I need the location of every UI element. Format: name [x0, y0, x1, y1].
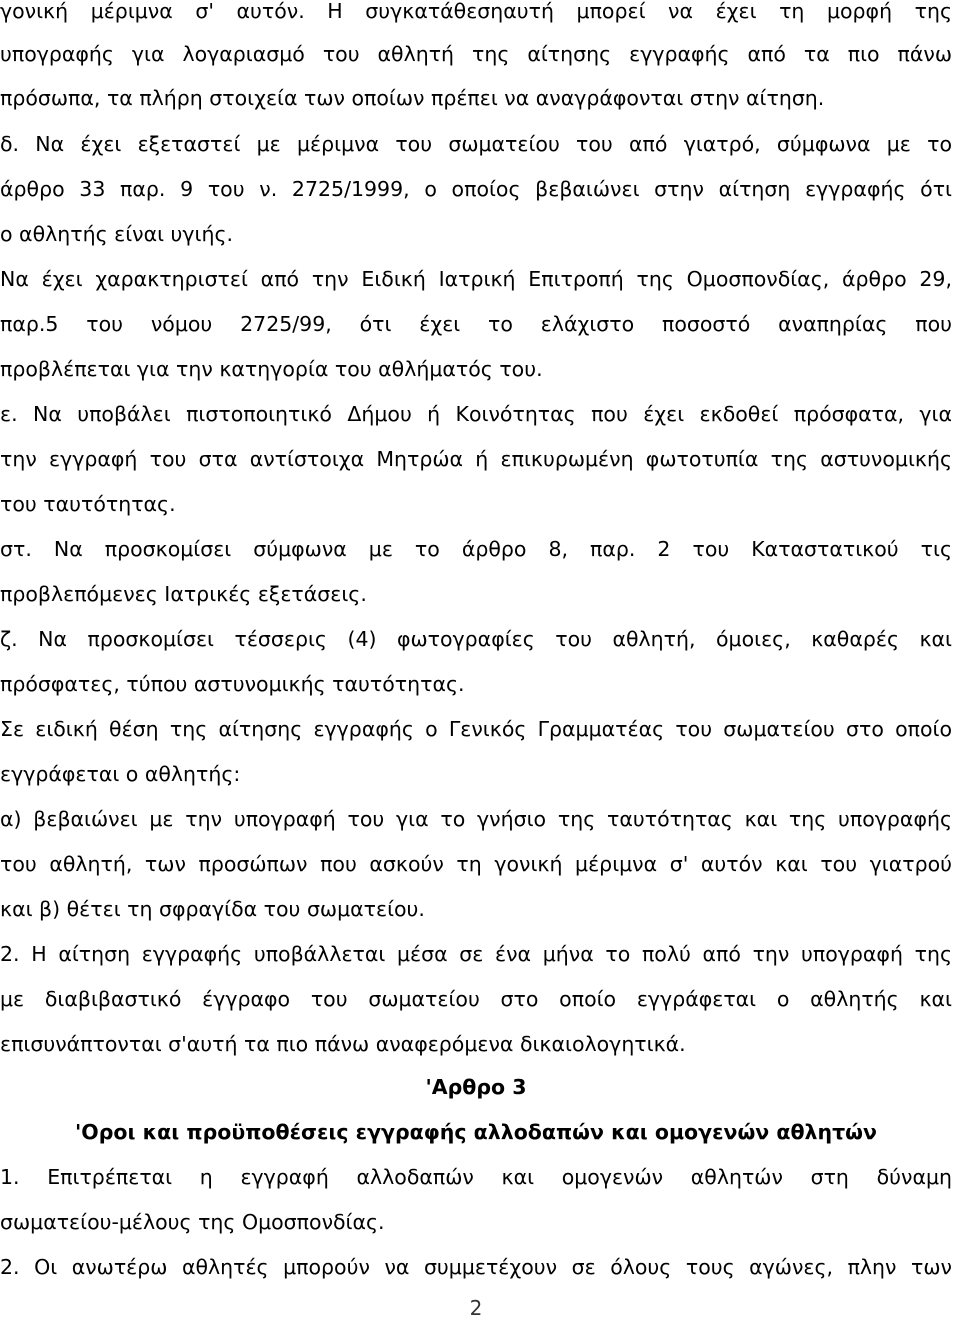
- text-line: του ταυτότητας.: [0, 492, 176, 516]
- text-line: σωματείου-μέλους της Ομοσπονδίας.: [0, 1210, 385, 1234]
- page-number: 2: [469, 1296, 483, 1320]
- text-line: και β) θέτει τη σφραγίδα του σωματείου.: [0, 897, 425, 921]
- text-line: με διαβιβαστικό έγγραφο του σωματείου στο οποίο εγγράφεται ο αθλητής και: [0, 987, 952, 1011]
- text-line: του αθλητή, των προσώπων που ασκούν τη γονική μέριμνα σ' αυτόν και του γιατρού: [0, 852, 952, 876]
- text-line: α) βεβαιώνει με την υπογραφή του για το γνήσιο της ταυτότητας και της υπογραφής: [0, 807, 952, 831]
- text-line: Σε ειδική θέση της αίτησης εγγραφής ο Γενικός Γραμματέας του σωματείου στο οποίο: [0, 717, 952, 741]
- text-line: πρόσφατες, τύπου αστυνομικής ταυτότητας.: [0, 672, 465, 696]
- text-line: 2. Οι ανωτέρω αθλητές μπορούν να συμμετέχουν σε όλους τους αγώνες, πλην των: [0, 1255, 952, 1279]
- text-line: επισυνάπτονται σ'αυτή τα πιο πάνω αναφερόμενα δικαιολογητικά.: [0, 1032, 686, 1056]
- text-line: προβλέπεται για την κατηγορία του αθλήματός του.: [0, 357, 543, 381]
- text-line: πρόσωπα, τα πλήρη στοιχεία των οποίων πρέπει να αναγράφονται στην αίτηση.: [0, 86, 825, 110]
- text-line: παρ.5 του νόμου 2725/99, ότι έχει το ελάχιστο ποσοστό αναπηρίας που: [0, 312, 952, 336]
- text-line: ο αθλητής είναι υγιής.: [0, 222, 234, 246]
- text-line: προβλεπόμενες Ιατρικές εξετάσεις.: [0, 582, 367, 606]
- text-line: 1. Επιτρέπεται η εγγραφή αλλοδαπών και ομογενών αθλητών στη δύναμη: [0, 1165, 952, 1189]
- text-line: γονική μέριμνα σ' αυτόν. Η συγκατάθεσηαυτή μπορεί να έχει τη μορφή της: [0, 0, 952, 23]
- article-title: 'Οροι και προϋποθέσεις εγγραφής αλλοδαπών και ομογενών αθλητών: [75, 1120, 877, 1144]
- text-line: υπογραφής για λογαριασμό του αθλητή της αίτησης εγγραφής από τα πιο πάνω: [0, 42, 952, 66]
- text-line: δ. Να έχει εξεταστεί με μέριμνα του σωματείου του από γιατρό, σύμφωνα με το: [0, 132, 952, 156]
- text-line: ζ. Να προσκομίσει τέσσερις (4) φωτογραφίες του αθλητή, όμοιες, καθαρές και: [0, 627, 952, 651]
- text-line: στ. Να προσκομίσει σύμφωνα με το άρθρο 8, παρ. 2 του Καταστατικού τις: [0, 537, 952, 561]
- text-line: ε. Να υποβάλει πιστοποιητικό Δήμου ή Κοινότητας που έχει εκδοθεί πρόσφατα, για: [0, 402, 952, 426]
- text-line: άρθρο 33 παρ. 9 του ν. 2725/1999, ο οποίος βεβαιώνει στην αίτηση εγγραφής ότι: [0, 177, 952, 201]
- article-heading: 'Αρθρο 3: [425, 1075, 527, 1099]
- text-line: Να έχει χαρακτηριστεί από την Ειδική Ιατρική Επιτροπή της Ομοσπονδίας, άρθρο 29,: [0, 267, 952, 291]
- text-line: εγγράφεται ο αθλητής:: [0, 762, 241, 786]
- text-line: 2. Η αίτηση εγγραφής υποβάλλεται μέσα σε ένα μήνα το πολύ από την υπογραφή της: [0, 942, 952, 966]
- text-line: την εγγραφή του στα αντίστοιχα Μητρώα ή επικυρωμένη φωτοτυπία της αστυνομικής: [0, 447, 952, 471]
